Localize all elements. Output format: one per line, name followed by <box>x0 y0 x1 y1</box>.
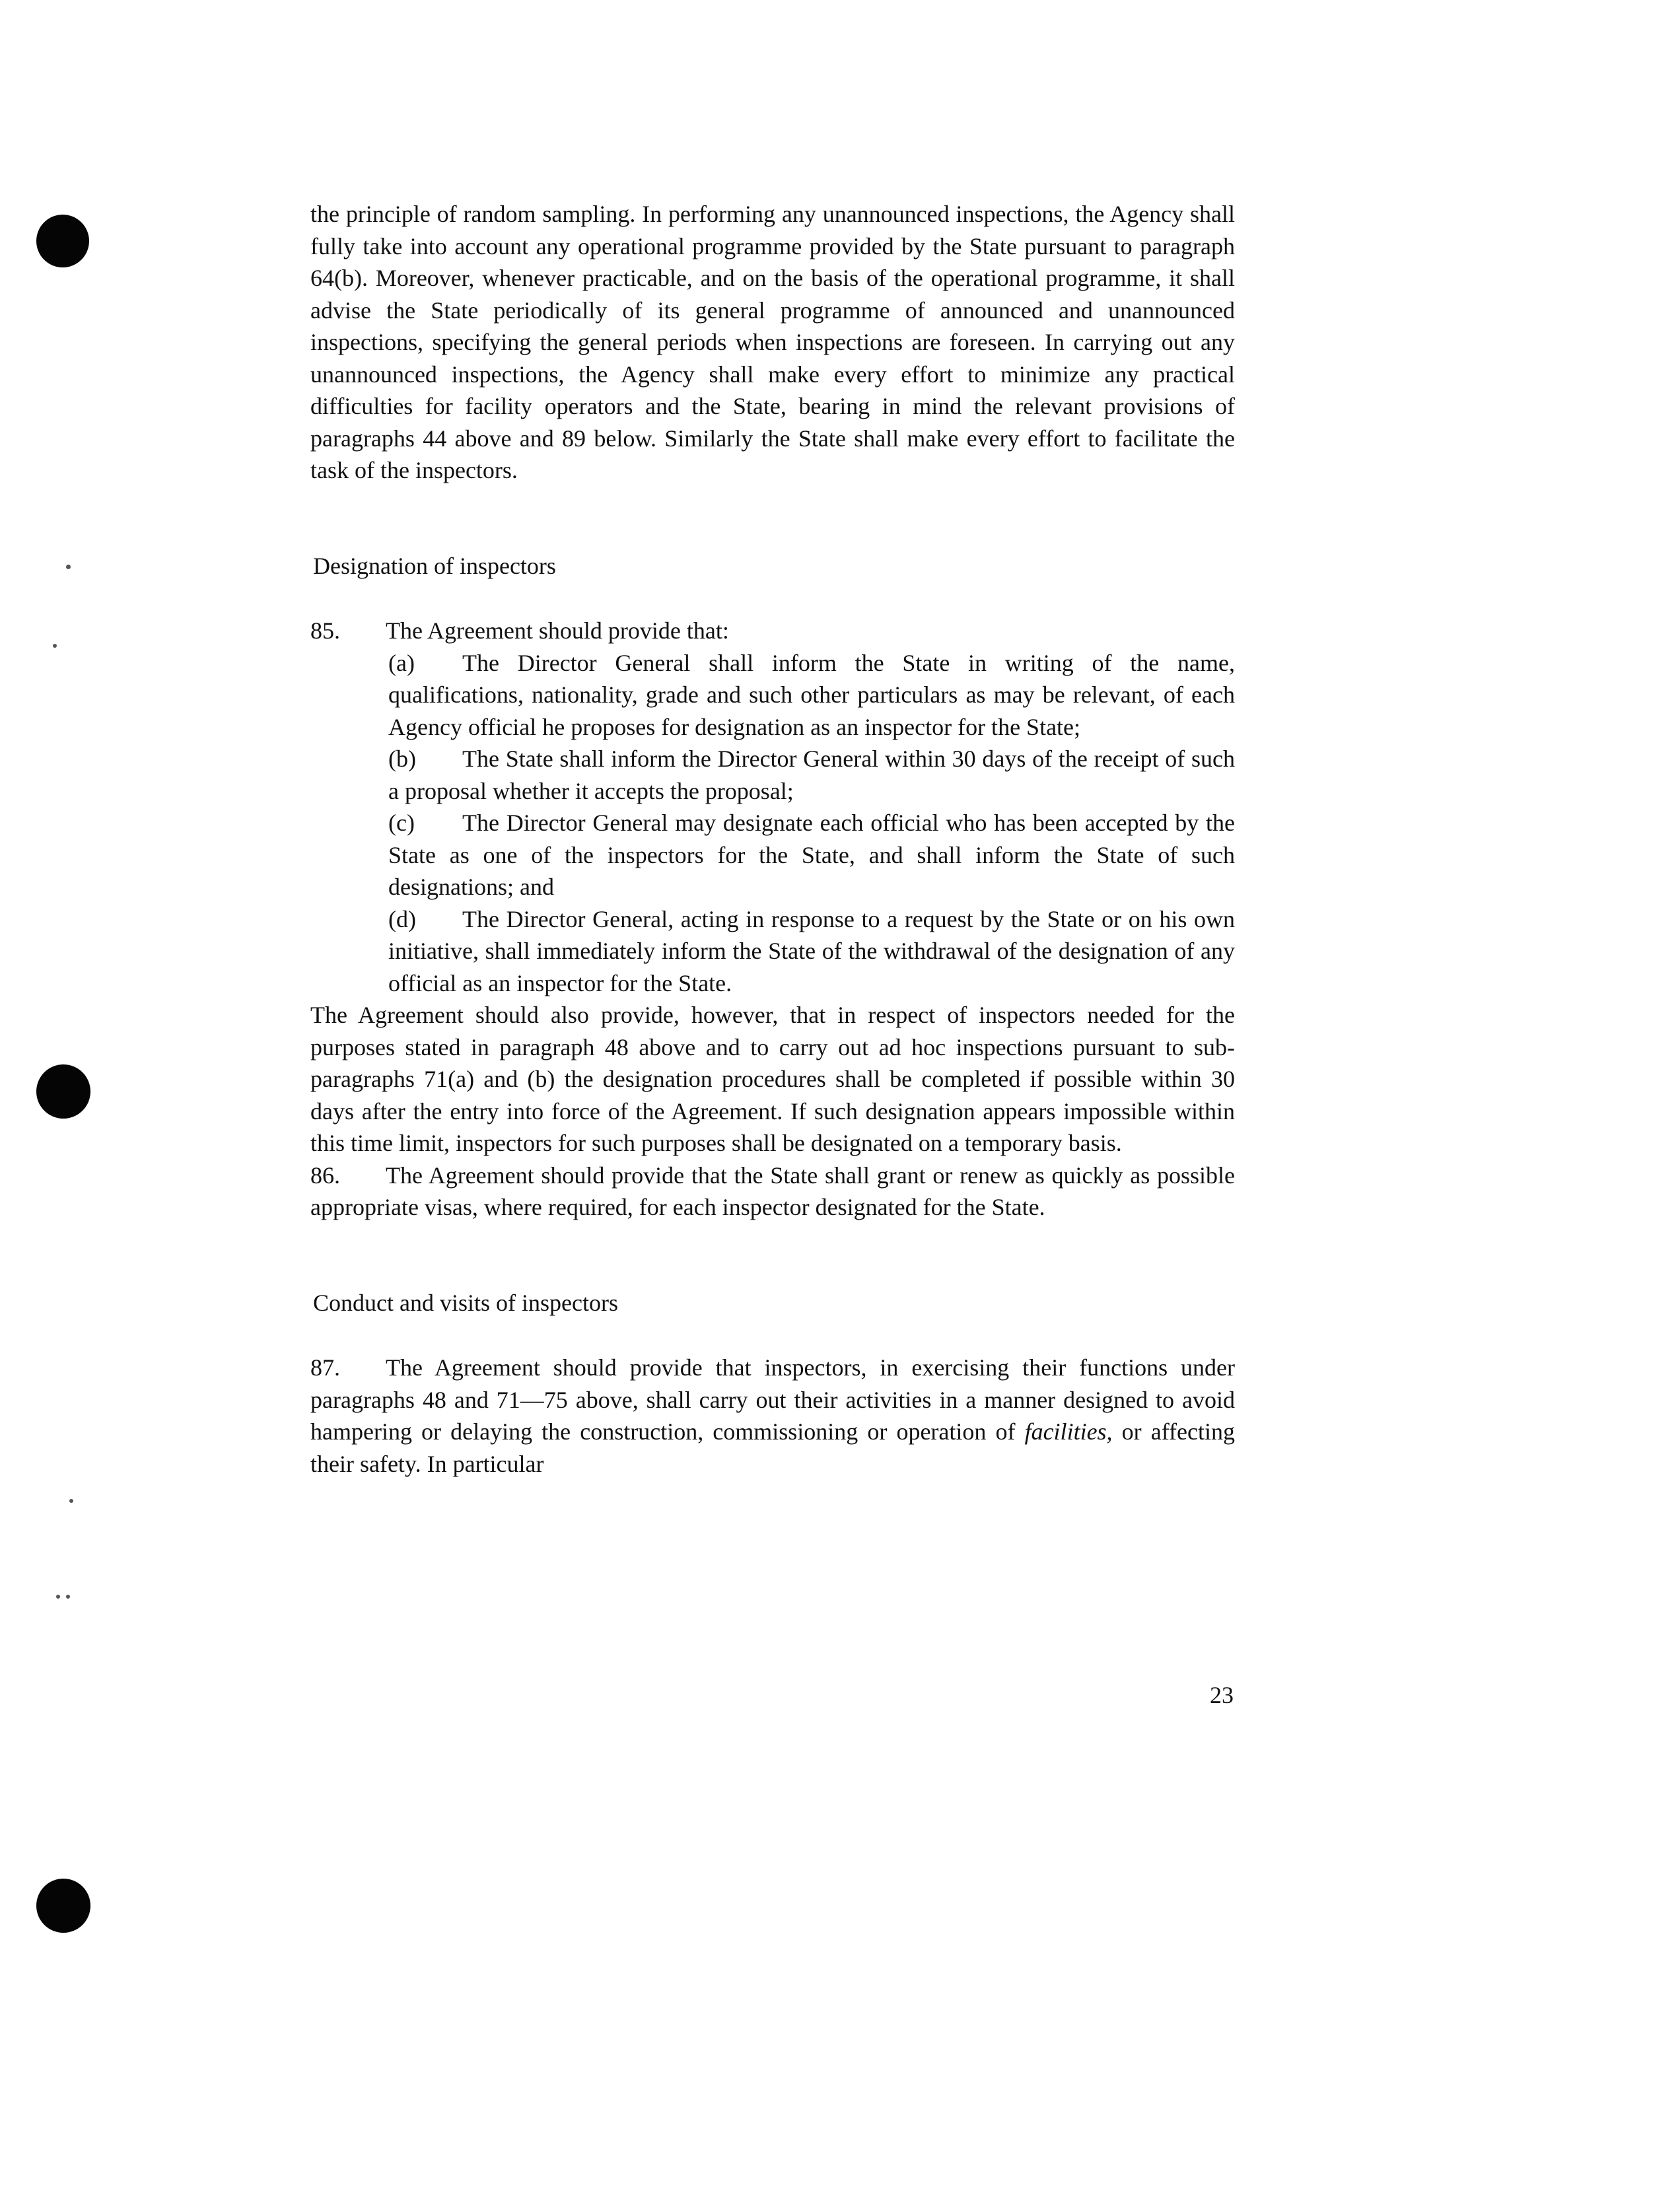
scan-speck <box>53 644 57 648</box>
sub-item-a <box>388 647 1235 744</box>
scan-speck <box>66 1595 70 1599</box>
paragraph-87 <box>310 1352 1235 1480</box>
paragraph-number: 86. <box>310 1162 340 1189</box>
sub-item-text: The State shall inform the Director General within 30 days of the receipt of such a proposal whether it accepts the proposal; <box>388 746 1235 804</box>
punch-hole-middle <box>36 1064 90 1119</box>
punch-hole-top <box>36 215 89 267</box>
section-spacer <box>310 1224 1235 1287</box>
paragraph-intro: The Agreement should provide that: <box>386 617 729 644</box>
paragraph-84-continued: the principle of random sampling. In performing any unannounced inspections, the Agency shall fully take into account any operational programme provided by the State pursuant to paragraph 64(b). Moreover, whenever practicable, and on the basis of the operational programme, it shall advise the State periodically of its general programme of announced and unannounced inspections, specifying the general periods when inspections are foreseen. In carrying out any unannounced inspections, the Agency shall make every effort to minimize any practical difficulties for facility operators and the State, bearing in mind the relevant provisions of paragraphs 44 above and 89 below. Similarly the State shall make every effort to facilitate the task of the inspectors. <box>310 201 1235 483</box>
sub-item-b <box>388 743 1235 807</box>
page-body <box>310 198 1235 1480</box>
paragraph-number: 87. <box>310 1354 340 1381</box>
section-heading-conduct: Conduct and visits of inspectors <box>313 1289 618 1316</box>
paragraph-86 <box>310 1160 1235 1224</box>
italic-term: facilities, <box>1024 1418 1113 1445</box>
section-heading-designation: Designation of inspectors <box>313 552 556 579</box>
sub-item-label: (a) <box>388 649 415 676</box>
scan-speck <box>66 565 71 569</box>
page-number: 23 <box>1210 1682 1234 1708</box>
paragraph-text-tail: or affecting their safety. In particular <box>310 1418 1235 1477</box>
sub-item-text: The Director General, acting in response to a request by the State or on his own initiative, shall immediately inform the State of the withdrawal of the designation of any official as an inspector for the State. <box>388 905 1235 996</box>
scan-speck <box>56 1595 60 1599</box>
sub-item-c <box>388 807 1235 903</box>
sub-item-d <box>388 903 1235 1000</box>
punch-hole-bottom <box>36 1879 90 1933</box>
paragraph-85-closing: The Agreement should also provide, however, that in respect of inspectors needed for the purposes stated in paragraph 48 above and to carry out ad hoc inspections pursuant to sub-paragraphs 71(a) and (b) the designation procedures shall be completed if possible within 30 days after the entry into force of the Agreement. If such designation appears impossible within this time limit, inspectors for such purposes shall be designated on a temporary basis. <box>310 1002 1235 1156</box>
paragraph-text: The Agreement should provide that inspectors, in exercising their functions under paragraphs 48 and 71—75 above, shall carry out their activities in a manner designed to avoid hampering or delaying the construction, commissioning or operation of <box>310 1354 1235 1445</box>
paragraph-text: The Agreement should provide that the State shall grant or renew as quickly as possible appropriate visas, where required, for each inspector designated for the State. <box>310 1162 1235 1220</box>
sub-item-label: (b) <box>388 746 416 772</box>
paragraph-number: 85. <box>310 617 340 644</box>
sub-item-text: The Director General may designate each official who has been accepted by the State as one of the inspectors for the State, and shall inform the State of such designations; and <box>388 810 1235 900</box>
sub-item-label: (c) <box>388 810 415 836</box>
sub-item-text: The Director General shall inform the State in writing of the name, qualifications, nationality, grade and such other particulars as may be relevant, of each Agency official he proposes for designation as an inspector for the State; <box>388 649 1235 740</box>
scan-speck <box>69 1499 73 1503</box>
sub-item-label: (d) <box>388 905 416 932</box>
paragraph-85 <box>310 615 1235 1160</box>
